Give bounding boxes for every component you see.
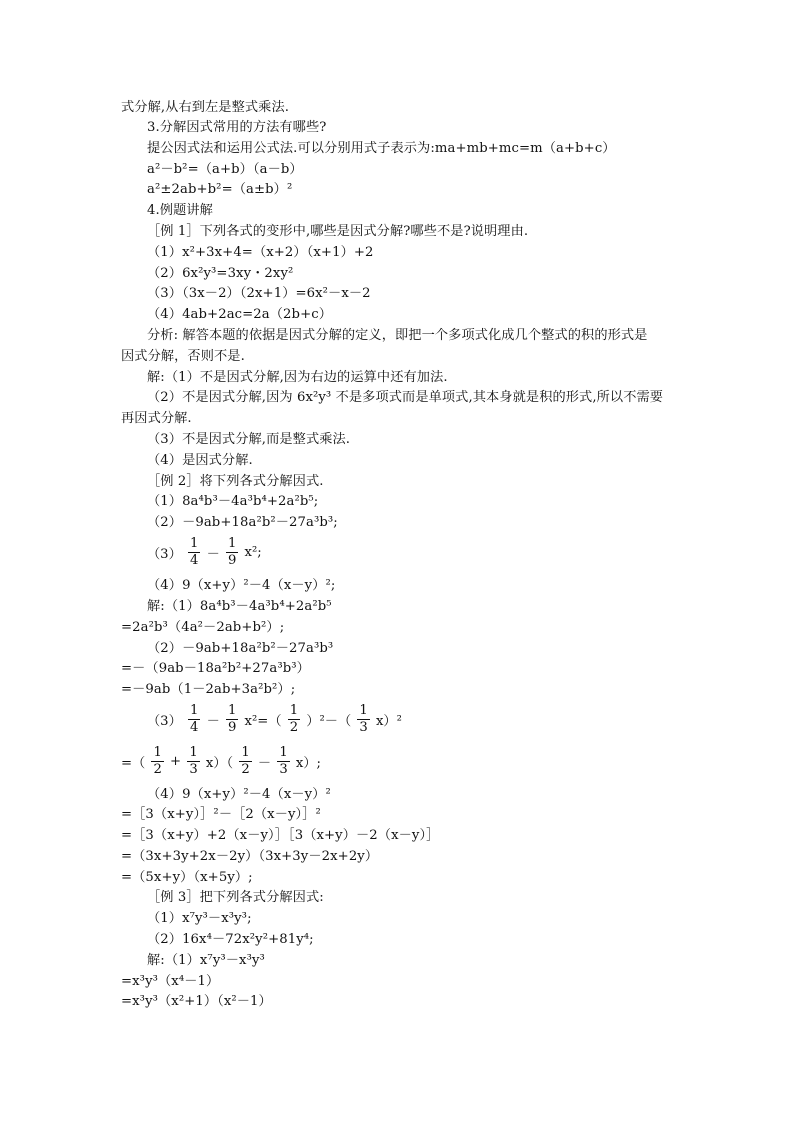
formula-line: =［3（x+y）+2（x－y）］［3（x+y）－2（x－y）］	[121, 828, 440, 843]
formula-line: =2a²b³（4a²－2ab+b²）;	[121, 620, 285, 635]
section-heading: 3.分解因式常用的方法有哪些?	[147, 120, 327, 135]
fraction: $\frac{1}{4}$	[189, 536, 199, 568]
formula-line: =［3（x+y）］²－［2（x－y）］²	[121, 807, 321, 822]
formula-line: =x³y³（x²+1）（x²－1）	[121, 994, 272, 1009]
text-line: 再因式分解.	[121, 411, 192, 426]
fraction: $\frac{1}{3}$	[279, 745, 288, 777]
text-line: 式分解,从右到左是整式乘法.	[121, 100, 290, 115]
text-line: 提公因式法和运用公式法.可以分别用式子表示为:ma+mb+mc=m（a+b+c）	[147, 141, 616, 156]
formula-line: （2）16x⁴－72x²y²+81y⁴;	[147, 932, 314, 947]
solution-line: 解:（1）x⁷y³－x³y³	[147, 953, 265, 968]
fraction-expression: （3） $\frac{1}{4}$ － $\frac{1}{9}$ x²;	[147, 536, 262, 568]
text-line: 解:（1）不是因式分解,因为右边的运算中还有加法.	[147, 370, 448, 385]
formula-line: =x³y³（x⁴－1）	[121, 974, 220, 989]
formula-line: （2）－9ab+18a²b²－27a³b³;	[147, 515, 338, 530]
fraction: $\frac{1}{4}$	[189, 703, 199, 735]
fraction-expression: （3） $\frac{1}{4}$ － $\frac{1}{9}$ x²=（ $\frac{1}{2}$ ）²－（ $\frac{1}{3}$ x）²	[147, 703, 402, 735]
formula-line: （2）－9ab+18a²b²－27a³b³	[147, 641, 334, 656]
formula-line: a²±2ab+b²=（a±b）²	[147, 182, 293, 197]
text-line: 因式分解，否则不是.	[121, 349, 245, 364]
fraction: $\frac{1}{2}$	[153, 745, 162, 777]
formula-line: =－（9ab－18a²b²+27a³b³）	[121, 661, 310, 676]
text-line: （2）不是因式分解,因为 6x²y³ 不是多项式而是单项式,其本身就是积的形式,所以不需要	[147, 390, 664, 405]
fraction: $\frac{1}{9}$	[227, 703, 237, 735]
formula-line: （4）9（x+y）²－4（x－y）²;	[147, 578, 336, 593]
formula-line: （1）8a⁴b³－4a³b⁴+2a²b⁵;	[147, 494, 319, 509]
text-line: 分析: 解答本题的依据是因式分解的定义，即把一个多项式化成几个整式的积的形式是	[147, 328, 648, 343]
text-line: （4）是因式分解.	[147, 453, 253, 468]
formula-line: a²－b²=（a+b）（a－b）	[147, 162, 303, 177]
fraction-expression: =（ $\frac{1}{2}$ + $\frac{1}{3}$ x）（ $\frac{1}{2}$ － $\frac{1}{3}$ x）;	[121, 745, 321, 777]
example-title: ［例 1］下列各式的变形中,哪些是因式分解?哪些不是?说明理由.	[147, 224, 529, 239]
fraction: $\frac{1}{3}$	[189, 745, 198, 777]
text-line: （3）不是因式分解,而是整式乘法.	[147, 432, 351, 447]
formula-line: =（3x+3y+2x－2y）（3x+3y－2x+2y）	[121, 849, 379, 864]
example-title: ［例 3］把下列各式分解因式:	[147, 890, 324, 905]
formula-line: =－9ab（1－2ab+3a²b²）;	[121, 682, 296, 697]
formula-line: （4）9（x+y）²－4（x－y）²	[147, 787, 331, 802]
formula-line: （1）x²+3x+4=（x+2）（x+1）+2	[147, 245, 374, 260]
formula-line: （1）x⁷y³－x³y³;	[147, 911, 252, 926]
fraction: $\frac{1}{2}$	[241, 745, 250, 777]
formula-line: （2）6x²y³=3xy・2xy²	[147, 266, 294, 281]
solution-line: 解:（1）8a⁴b³－4a³b⁴+2a²b⁵	[147, 599, 332, 614]
formula-line: =（5x+y）（x+5y）;	[121, 870, 253, 885]
formula-line: （3）（3x－2）（2x+1）=6x²－x－2	[147, 286, 371, 301]
fraction: $\frac{1}{2}$	[289, 703, 299, 735]
section-heading: 4.例题讲解	[147, 203, 213, 218]
fraction: $\frac{1}{9}$	[227, 536, 237, 568]
fraction: $\frac{1}{3}$	[359, 703, 368, 735]
example-title: ［例 2］将下列各式分解因式.	[147, 474, 324, 489]
formula-line: （4）4ab+2ac=2a（2b+c）	[147, 307, 332, 322]
